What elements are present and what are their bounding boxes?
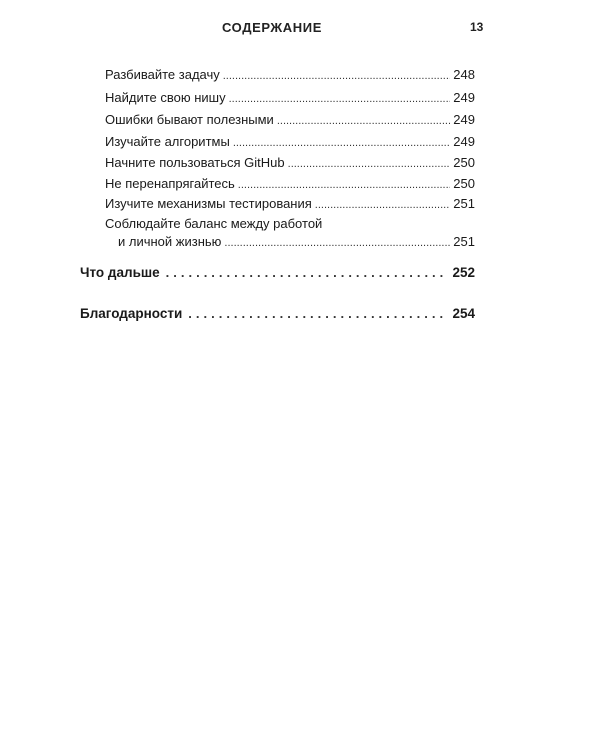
dot-leader <box>315 199 451 211</box>
dot-leader <box>224 237 450 249</box>
dot-leader <box>188 306 448 321</box>
toc-entry-page: 249 <box>453 112 475 127</box>
toc-entry-label: Не перенапрягайтесь <box>105 176 235 191</box>
toc-entry <box>105 176 475 191</box>
toc-entry <box>105 112 475 127</box>
toc-entry-page: 251 <box>453 196 475 211</box>
toc-entry <box>105 155 475 170</box>
toc-entry-label-line1: Соблюдайте баланс между работой <box>105 216 323 231</box>
toc-entry-page: 251 <box>453 234 475 249</box>
toc-entry-page: 249 <box>453 90 475 105</box>
dot-leader <box>238 179 451 191</box>
toc-chapter-entry <box>80 265 475 280</box>
toc-entry-page: 250 <box>453 176 475 191</box>
dot-leader <box>233 137 450 149</box>
dot-leader <box>288 158 451 170</box>
toc-entry-page: 250 <box>453 155 475 170</box>
running-head <box>0 20 600 40</box>
dot-leader <box>166 265 449 280</box>
toc-entry-label-line2: и личной жизнью <box>118 234 222 249</box>
toc-entry-label: Изучайте алгоритмы <box>105 134 230 149</box>
dot-leader <box>229 93 451 105</box>
toc-chapter-entry <box>80 306 475 321</box>
toc-chapter-label: Что дальше <box>80 265 160 280</box>
toc-chapter-label: Благодарности <box>80 306 183 321</box>
toc-entry-label: Найдите свою нишу <box>105 90 226 105</box>
toc-entry <box>105 67 475 82</box>
toc-entry-label: Начните пользоваться GitHub <box>105 155 285 170</box>
dot-leader <box>277 115 450 127</box>
dot-leader <box>223 70 451 82</box>
toc-entry-label: Изучите механизмы тестирования <box>105 196 312 211</box>
toc-entry-label: Разбивайте задачу <box>105 67 220 82</box>
toc-entry-page: 249 <box>453 134 475 149</box>
toc-entry <box>105 196 475 211</box>
toc-chapter-page: 254 <box>452 306 475 321</box>
page-number: 13 <box>470 20 484 34</box>
toc-entry <box>118 234 475 249</box>
page-title: СОДЕРЖАНИЕ <box>222 20 322 35</box>
toc-chapter-page: 252 <box>452 265 475 280</box>
toc-entry-label: Ошибки бывают полезными <box>105 112 274 127</box>
toc-entry <box>105 134 475 149</box>
toc-entry <box>105 90 475 105</box>
toc-entry-page: 248 <box>453 67 475 82</box>
